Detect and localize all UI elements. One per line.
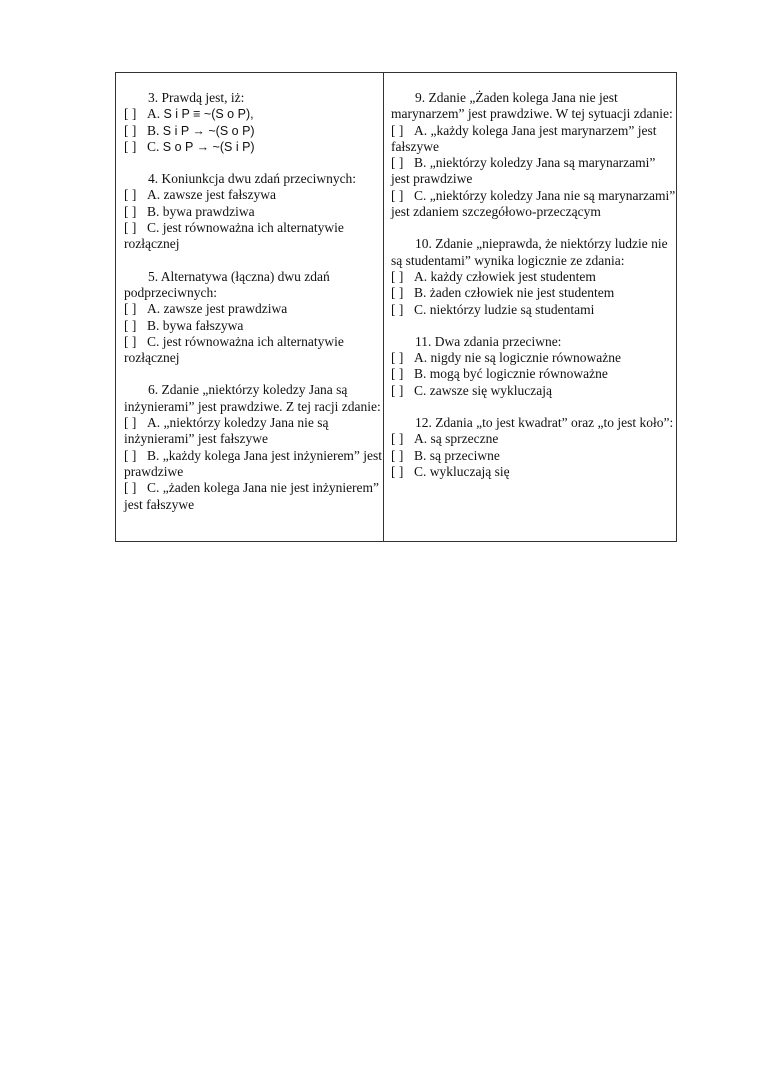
question-title: 6. Zdanie „niektórzy koledzy Jana są inżynierami” jest prawdziwe. Z tej racji zdanie: [124,382,381,414]
option-b[interactable]: [ ] B. bywa fałszywa [124,317,244,333]
option-a[interactable]: [ ] A. są sprzeczne [391,431,499,447]
checkbox[interactable]: [ ] [124,415,137,431]
option-c[interactable]: [ ] C. S o P → ~(S i P) [124,138,255,154]
checkbox[interactable]: [ ] [391,382,404,398]
left-column [116,73,384,541]
checkbox[interactable]: [ ] [124,187,137,203]
checkbox[interactable]: [ ] [124,317,137,333]
checkbox[interactable]: [ ] [391,350,404,366]
option-c[interactable]: [ ] C. zawsze się wykluczają [391,382,552,398]
question-title: 11. Dwa zdania przeciwne: [415,333,562,349]
option-c[interactable]: [ ] C. jest równoważna ich alternatywie rozłącznej [124,220,344,252]
question-title: 4. Koniunkcja dwu zdań przeciwnych: [148,171,357,187]
checkbox[interactable]: [ ] [391,155,404,171]
option-a[interactable]: [ ] A. każdy człowiek jest studentem [391,268,596,284]
checkbox[interactable]: [ ] [391,301,404,317]
question-title: 3. Prawdą jest, iż: [148,90,245,105]
right-column [384,73,676,541]
checkbox[interactable]: [ ] [124,301,137,317]
checkbox[interactable]: [ ] [391,463,404,479]
checkbox[interactable]: [ ] [124,106,137,122]
option-b[interactable]: [ ] B. S i P → ~(S o P) [124,122,255,138]
question-table [115,72,677,542]
question-3 [124,90,383,155]
question-title: 5. Alternatywa (łączna) dwu zdań podprzeciwnych: [124,268,330,300]
option-c[interactable]: [ ] C. „niektórzy koledzy Jana nie są marynarzami” jest zdaniem szczegółowo-przeczącym [391,187,676,220]
checkbox[interactable]: [ ] [124,220,137,236]
option-a[interactable]: [ ] A. zawsze jest fałszywa [124,187,276,203]
checkbox[interactable]: [ ] [124,138,137,154]
checkbox[interactable]: [ ] [391,447,404,463]
checkbox[interactable]: [ ] [391,122,404,138]
option-b[interactable]: [ ] B. „niektórzy koledzy Jana są marynarzami” jest prawdziwe [391,155,656,187]
option-c[interactable]: [ ] C. niektórzy ludzie są studentami [391,301,595,317]
checkbox[interactable]: [ ] [124,333,137,349]
checkbox[interactable]: [ ] [124,122,137,138]
question-9 [391,90,676,220]
option-b[interactable]: [ ] B. mogą być logicznie równoważne [391,366,608,382]
option-b[interactable]: [ ] B. „każdy kolega Jana jest inżynierem” jest prawdziwe [124,447,383,479]
checkbox[interactable]: [ ] [391,285,404,301]
checkbox[interactable]: [ ] [391,187,404,203]
question-5 [124,269,383,367]
option-b[interactable]: [ ] B. żaden człowiek nie jest studentem [391,285,615,301]
question-11 [391,334,676,399]
question-title: 10. Zdanie „nieprawda, że niektórzy ludzie nie są studentami” wynika logicznie ze zdania: [391,236,668,268]
checkbox[interactable]: [ ] [391,366,404,382]
option-a[interactable]: [ ] A. nigdy nie są logicznie równoważne [391,350,621,366]
option-c[interactable]: [ ] C. jest równoważna ich alternatywie rozłącznej [124,333,344,366]
question-6 [124,382,383,512]
option-a[interactable]: [ ] A. zawsze jest prawdziwa [124,301,288,317]
checkbox[interactable]: [ ] [124,480,137,496]
option-b[interactable]: [ ] B. są przeciwne [391,447,500,463]
option-c[interactable]: [ ] C. wykluczają się [391,463,510,479]
checkbox[interactable]: [ ] [124,203,137,219]
option-c[interactable]: [ ] C. „żaden kolega Jana nie jest inżynierem” jest fałszywe [124,480,380,512]
question-title: 9. Zdanie „Żaden kolega Jana nie jest marynarzem” jest prawdziwe. W tej sytuacji zdanie: [391,90,673,122]
checkbox[interactable]: [ ] [124,447,137,463]
checkbox[interactable]: [ ] [391,431,404,447]
question-10 [391,236,676,317]
question-4 [124,171,383,252]
option-a[interactable]: [ ] A. S i P ≡ ~(S o P), [124,106,254,122]
option-b[interactable]: [ ] B. bywa prawdziwa [124,203,255,219]
question-12 [391,415,676,480]
question-title: 12. Zdania „to jest kwadrat” oraz „to jest koło”: [415,415,674,431]
option-a[interactable]: [ ] A. „niektórzy koledzy Jana nie są inżynierami” jest fałszywe [124,415,329,447]
checkbox[interactable]: [ ] [391,268,404,284]
option-a[interactable]: [ ] A. „każdy kolega Jana jest marynarzem” jest fałszywe [391,122,657,154]
